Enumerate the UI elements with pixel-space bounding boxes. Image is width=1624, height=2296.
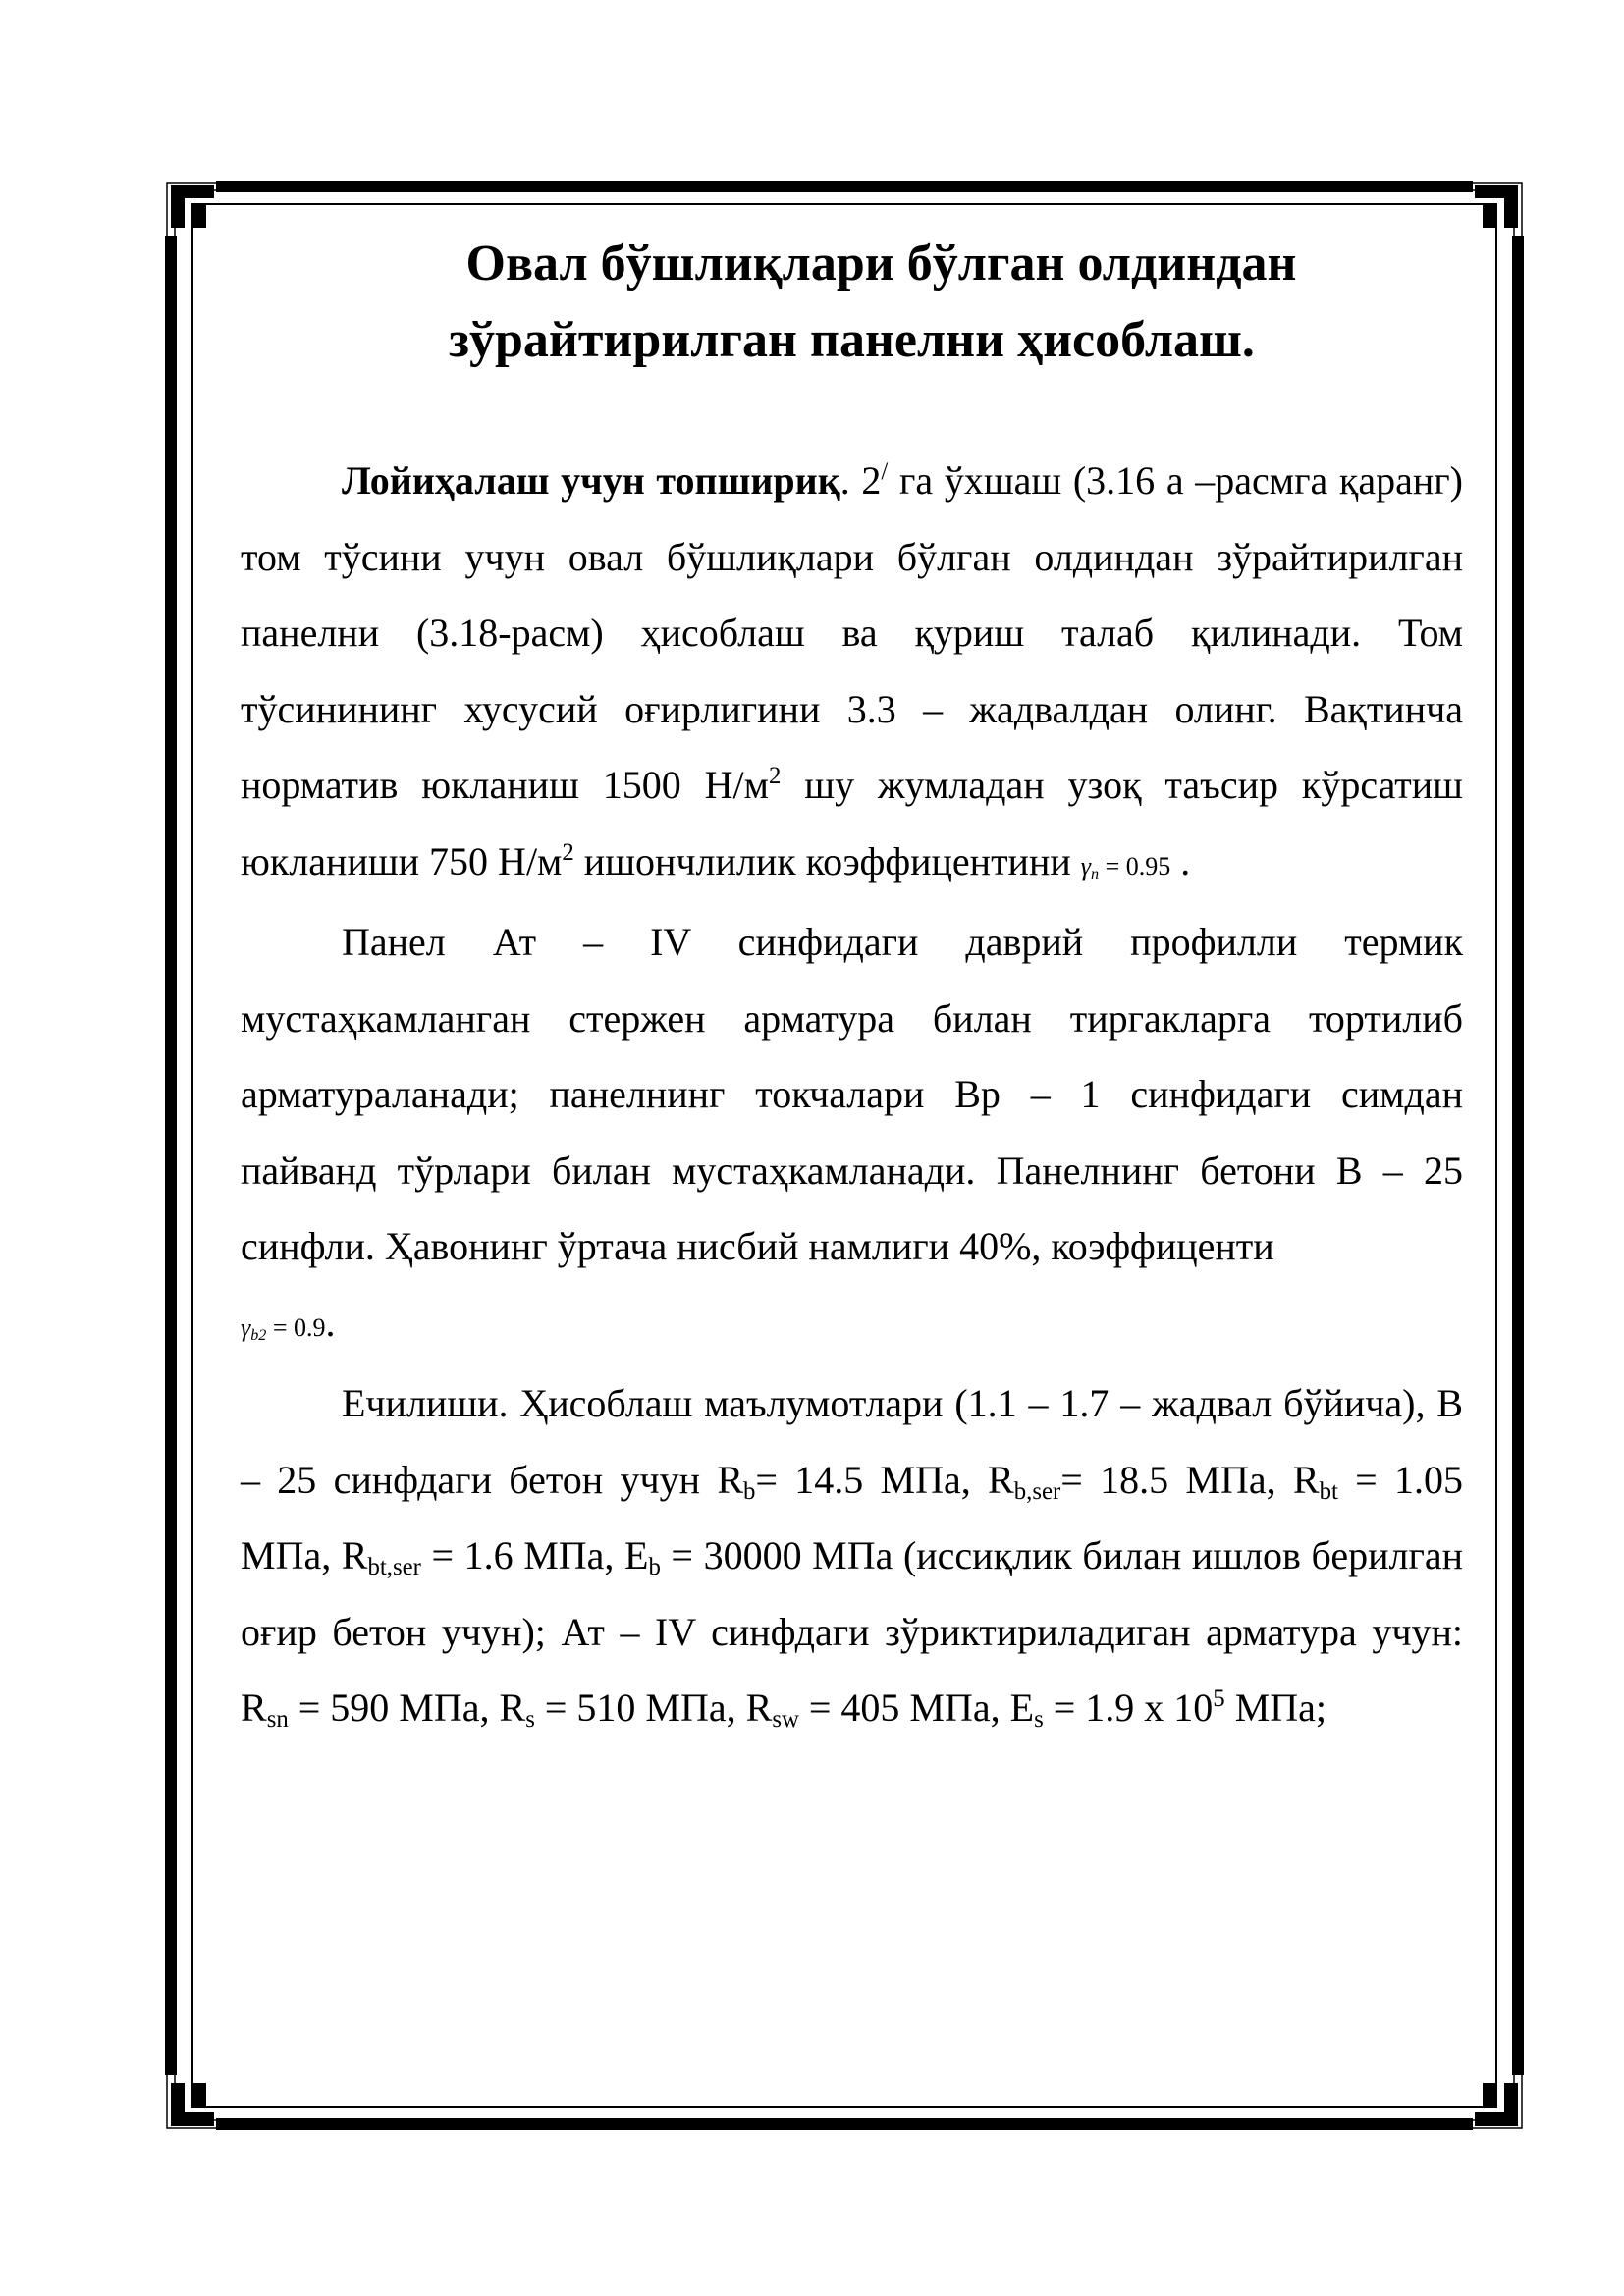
task-text: . 2	[839, 458, 882, 503]
task-heading: Лойиҳалаш учун топшириқ	[342, 458, 840, 503]
unit-sup: 2	[768, 763, 782, 790]
gamma-subscript: n	[1091, 865, 1100, 882]
panel-text: .	[325, 1300, 336, 1345]
task-sup: /	[881, 458, 889, 486]
solution-text: = 510 МПа, R	[534, 1685, 773, 1730]
solution-text: = 1.6 МПа, E	[420, 1533, 649, 1577]
subscript: bt	[1319, 1477, 1338, 1505]
task-text: ишончлилик коэффицентини	[573, 838, 1081, 883]
page-title	[241, 226, 1463, 379]
solution-text: = 30000 МПа (иссиқлик билан ишлов берилган оғир бетон учун); Ат – IV синфдаги зўриктириладиган арматура учун: R	[241, 1533, 1464, 1730]
subscript: b	[743, 1477, 756, 1505]
panel-paragraph	[241, 904, 1463, 1285]
solution-text: = 18.5 МПа, R	[1060, 1457, 1320, 1502]
superscript: 5	[1213, 1685, 1225, 1713]
subscript: b,ser	[1013, 1477, 1061, 1505]
gamma-value: = 0.9	[266, 1312, 326, 1342]
solution-text: = 590 МПа, R	[288, 1685, 526, 1730]
unit-sup: 2	[562, 838, 574, 866]
gamma-symbol: γ	[241, 1312, 251, 1342]
gamma-value: = 0.95	[1099, 851, 1171, 881]
task-text: шу жумладан узоқ таъсир кўрсатиш юкланиши 750 Н/м	[241, 763, 1463, 883]
solution-text: = 1.9 х 10	[1043, 1685, 1214, 1730]
solution-text: Ечилиши. Ҳисоблаш маълумотлари (1.1 – 1.7 – жадвал бўйича), В – 25 синфдаги бетон учун R	[241, 1381, 1463, 1502]
panel-text: Панел Ат – IV синфидаги даврий профилли термик мустаҳкамланган стержен арматура билан тиргакларга тортилиб арматураланади; панелнинг токчалари Вр – 1 синфидаги симдан пайванд тўрлари билан мустаҳкамланади. Панелнинг бетони В – 25 синфли. Ҳавонинг ўртача нисбий намлиги 40%, коэффиценти	[241, 920, 1463, 1268]
gamma-n-formula	[1081, 852, 1170, 881]
subscript: s	[525, 1706, 535, 1734]
subscript: sn	[266, 1706, 289, 1734]
task-paragraph	[241, 443, 1463, 904]
subscript: b	[648, 1554, 661, 1581]
solution-text: = 405 МПа, E	[798, 1685, 1035, 1730]
subscript: sw	[772, 1706, 799, 1734]
solution-paragraph	[241, 1365, 1463, 1746]
gamma-subscript: b2	[250, 1326, 267, 1344]
title-line-2: зўрайтирилган панелни ҳисоблаш.	[449, 312, 1255, 368]
task-text: .	[1170, 838, 1191, 883]
gamma-b2-line	[241, 1285, 1463, 1366]
task-text: га ўхшаш (3.16 а –расмга қаранг) том тўсини учун овал бўшлиқлари бўлган олдиндан зўрайтирилган панелни (3.18-расм) ҳисоблаш ва қуриш талаб қилинади. Том тўсинининг хусусий оғирлигини 3.3 – жадвалдан олинг. Вақтинча норматив юкланиш 1500 Н/м	[241, 458, 1463, 807]
solution-text: МПа;	[1224, 1685, 1327, 1730]
solution-text: = 14.5 МПа, R	[755, 1457, 1014, 1502]
gamma-b2-formula	[241, 1313, 326, 1342]
subscript: s	[1034, 1706, 1044, 1734]
document-body	[241, 226, 1463, 1746]
subscript: bt,ser	[367, 1554, 421, 1581]
gamma-symbol: γ	[1080, 851, 1092, 881]
solution-text: = 1.05 МПа, R	[241, 1457, 1464, 1577]
title-line-1: Овал бўшлиқлари бўлган олдиндан	[465, 236, 1297, 292]
